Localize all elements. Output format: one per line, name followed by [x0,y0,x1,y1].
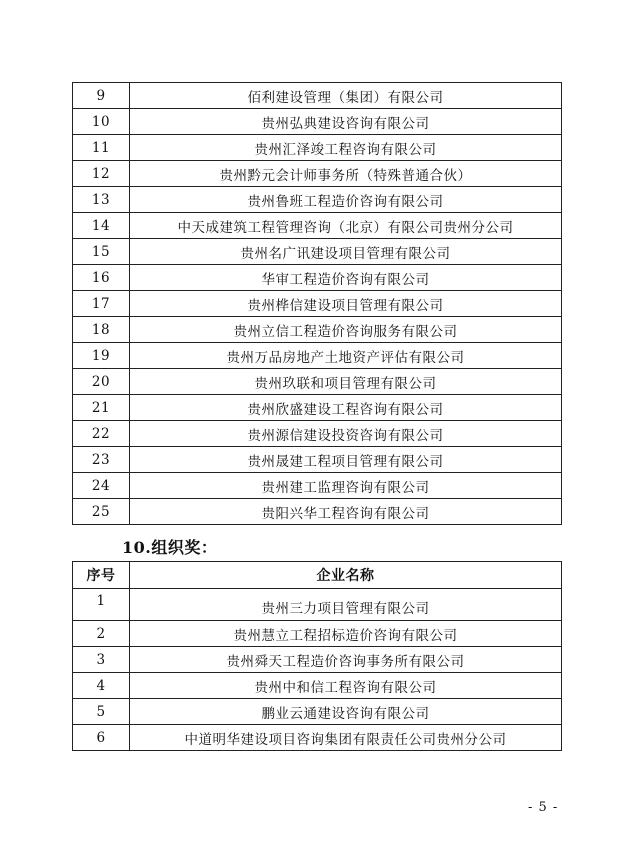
table-row [73,673,562,699]
company-name: 贵州舜天工程造价咨询事务所有限公司 [130,647,562,673]
row-number: 19 [73,343,130,369]
row-number: 5 [73,699,130,725]
table-row [73,725,562,751]
row-number: 17 [73,291,130,317]
company-name: 贵州汇泽竣工程咨询有限公司 [130,135,562,161]
organization-award-table [72,561,562,751]
row-number: 23 [73,447,130,473]
table-row [73,343,562,369]
row-number: 14 [73,213,130,239]
company-name: 贵州名广讯建设项目管理有限公司 [130,239,562,265]
row-number: 4 [73,673,130,699]
row-number: 3 [73,647,130,673]
table-row [73,647,562,673]
table-row [73,421,562,447]
table-row [73,699,562,725]
table-row [73,187,562,213]
row-number: 13 [73,187,130,213]
row-number: 20 [73,369,130,395]
company-name: 贵州欣盛建设工程咨询有限公司 [130,395,562,421]
company-name: 贵州鲁班工程造价咨询有限公司 [130,187,562,213]
company-name: 中天成建筑工程管理咨询（北京）有限公司贵州分公司 [130,213,562,239]
company-name: 贵州晟建工程项目管理有限公司 [130,447,562,473]
table-row [73,395,562,421]
company-name: 贵州慧立工程招标造价咨询有限公司 [130,621,562,647]
row-number: 1 [73,589,130,621]
company-name: 贵州立信工程造价咨询服务有限公司 [130,317,562,343]
table-row [73,213,562,239]
company-name: 贵州源信建设投资咨询有限公司 [130,421,562,447]
row-number: 16 [73,265,130,291]
company-name: 贵州建工监理咨询有限公司 [130,473,562,499]
table-row [73,447,562,473]
table-row [73,621,562,647]
company-name: 华审工程造价咨询有限公司 [130,265,562,291]
table-row [73,109,562,135]
company-name: 贵州玖联和项目管理有限公司 [130,369,562,395]
table-header-row [73,562,562,589]
row-number: 18 [73,317,130,343]
table-row [73,369,562,395]
company-name: 中道明华建设项目咨询集团有限责任公司贵州分公司 [130,725,562,751]
table-row [73,317,562,343]
company-name: 贵阳兴华工程咨询有限公司 [130,499,562,525]
table-row [73,239,562,265]
company-name: 贵州三力项目管理有限公司 [130,589,562,621]
table-row [73,473,562,499]
table-row [73,589,562,621]
company-name: 贵州弘典建设咨询有限公司 [130,109,562,135]
row-number: 6 [73,725,130,751]
row-number: 25 [73,499,130,525]
section-heading: 10.组织奖： [122,538,218,557]
company-name: 贵州桦信建设项目管理有限公司 [130,291,562,317]
table-row [73,499,562,525]
header-number: 序号 [73,562,130,589]
table-row [73,135,562,161]
table-row [73,291,562,317]
row-number: 2 [73,621,130,647]
row-number: 24 [73,473,130,499]
company-name: 鹏业云通建设咨询有限公司 [130,699,562,725]
row-number: 11 [73,135,130,161]
company-name: 贵州万品房地产土地资产评估有限公司 [130,343,562,369]
row-number: 22 [73,421,130,447]
table-row [73,83,562,109]
company-name: 佰利建设管理（集团）有限公司 [130,83,562,109]
header-company-name: 企业名称 [130,562,562,589]
row-number: 12 [73,161,130,187]
company-name: 贵州中和信工程咨询有限公司 [130,673,562,699]
company-name: 贵州黔元会计师事务所（特殊普通合伙） [130,161,562,187]
table-row [73,265,562,291]
award-company-table [72,82,562,525]
page-number: - 5 - [528,800,559,815]
row-number: 21 [73,395,130,421]
table-row [73,161,562,187]
row-number: 10 [73,109,130,135]
row-number: 15 [73,239,130,265]
row-number: 9 [73,83,130,109]
